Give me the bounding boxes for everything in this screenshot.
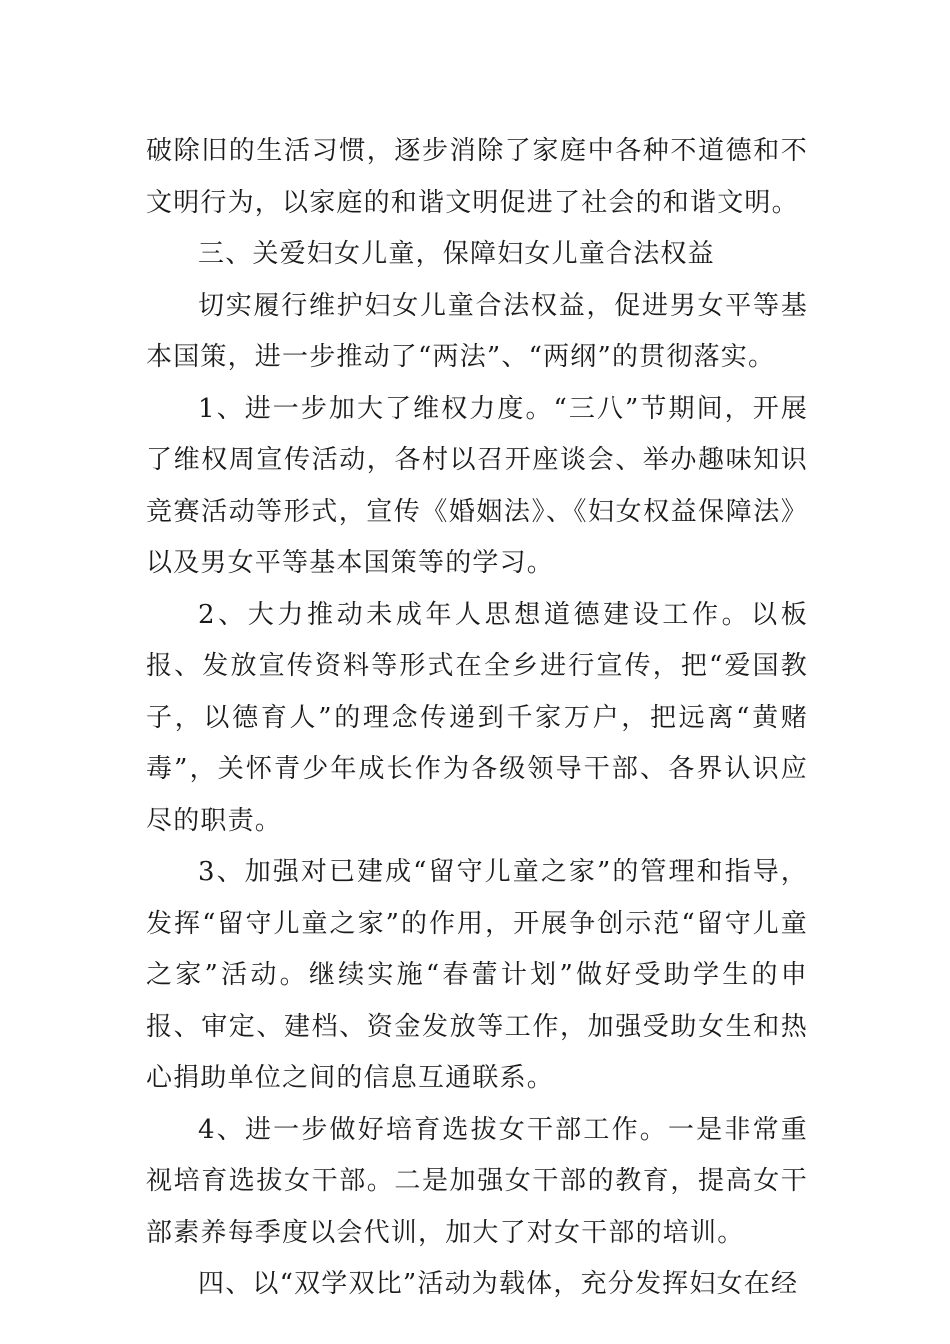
- paragraph-continuation: 破除旧的生活习惯，逐步消除了家庭中各种不道德和不文明行为，以家庭的和谐文明促进了社会的和谐文明。: [146, 136, 808, 218]
- paragraph-intro: 切实履行维护妇女儿童合法权益，促进男女平等基本国策，进一步推动了“两法”、“两纲”的贯彻落实。: [146, 290, 808, 372]
- document-body: [146, 126, 808, 1311]
- paragraph-item-2: 2、大力推动未成年人思想道德建设工作。以板报、发放宣传资料等形式在全乡进行宣传，把“爱国教子，以德育人”的理念传递到千家万户，把远离“黄赌毒”，关怀青少年成长作为各级领导干部、各界认识应尽的职责。: [146, 599, 808, 836]
- paragraph-item-3: 3、加强对已建成“留守儿童之家”的管理和指导，发挥“留守儿童之家”的作用，开展争创示范“留守儿童之家”活动。继续实施“春蕾计划”做好受助学生的申报、审定、建档、资金发放等工作，加强受助女生和热心捐助单位之间的信息互通联系。: [146, 857, 808, 1093]
- section-heading-3: 三、关爱妇女儿童，保障妇女儿童合法权益: [198, 239, 715, 269]
- section-heading-4: 四、以“双学双比”活动为载体，充分发挥妇女在经: [198, 1269, 799, 1299]
- paragraph-item-1: 1、进一步加大了维权力度。“三八”节期间，开展了维权周宣传活动，各村以召开座谈会、举办趣味知识竞赛活动等形式，宣传《婚姻法》、《妇女权益保障法》以及男女平等基本国策等的学习。: [146, 393, 808, 578]
- paragraph-item-4: 4、进一步做好培育选拔女干部工作。一是非常重视培育选拔女干部。二是加强女干部的教育，提高女干部素养每季度以会代训，加大了对女干部的培训。: [146, 1114, 808, 1248]
